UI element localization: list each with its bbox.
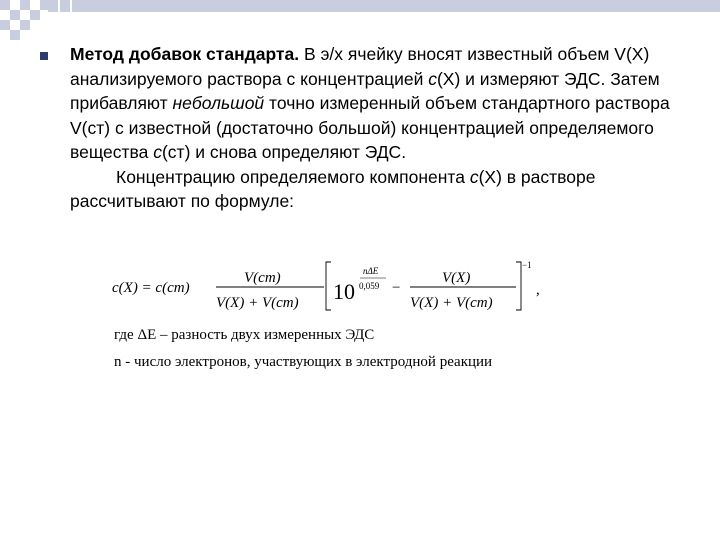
note-delta-e: где ΔE – разность двух измеренных ЭДС xyxy=(114,327,375,343)
method-title: Метод добавок стандарта. xyxy=(70,44,300,64)
power-base: 10 xyxy=(333,279,355,304)
formula-notes xyxy=(114,322,492,376)
minus-sign: − xyxy=(392,280,401,296)
bracket-power: −1 xyxy=(522,260,532,270)
frac1-numerator: V(cm) xyxy=(244,270,281,286)
standard-addition-formula xyxy=(112,258,572,318)
method-description: Метод добавок стандарта. В э/х ячейку вносят известный объем V(X) анализируемого раствора с концентрацией c(X) и измеряют ЭДС. Затем прибавляют небольшой точно измеренный объем стандартного раствора V(ст) с известной (достаточно большой) концентрацией определяемого вещества c(ст) и снова определяют ЭДС. Концентрацию определяемого компонента c(X) в растворе рассчитывают по формуле: xyxy=(70,44,670,211)
exponent-numerator: nΔE xyxy=(363,266,379,276)
formula-comma: , xyxy=(536,282,540,298)
frac1-denominator: V(X) + V(cm) xyxy=(216,295,299,311)
note-n: n - число электронов, участвующих в электродной реакции xyxy=(114,354,493,370)
top-stripe-decoration xyxy=(48,0,720,12)
square-bullet-icon xyxy=(40,52,48,60)
frac2-denominator: V(X) + V(cm) xyxy=(410,295,493,311)
frac2-numerator: V(X) xyxy=(442,270,471,286)
formula-lhs: c(X) = c(cm) xyxy=(112,280,190,296)
exponent-denominator: 0,059 xyxy=(359,281,380,291)
